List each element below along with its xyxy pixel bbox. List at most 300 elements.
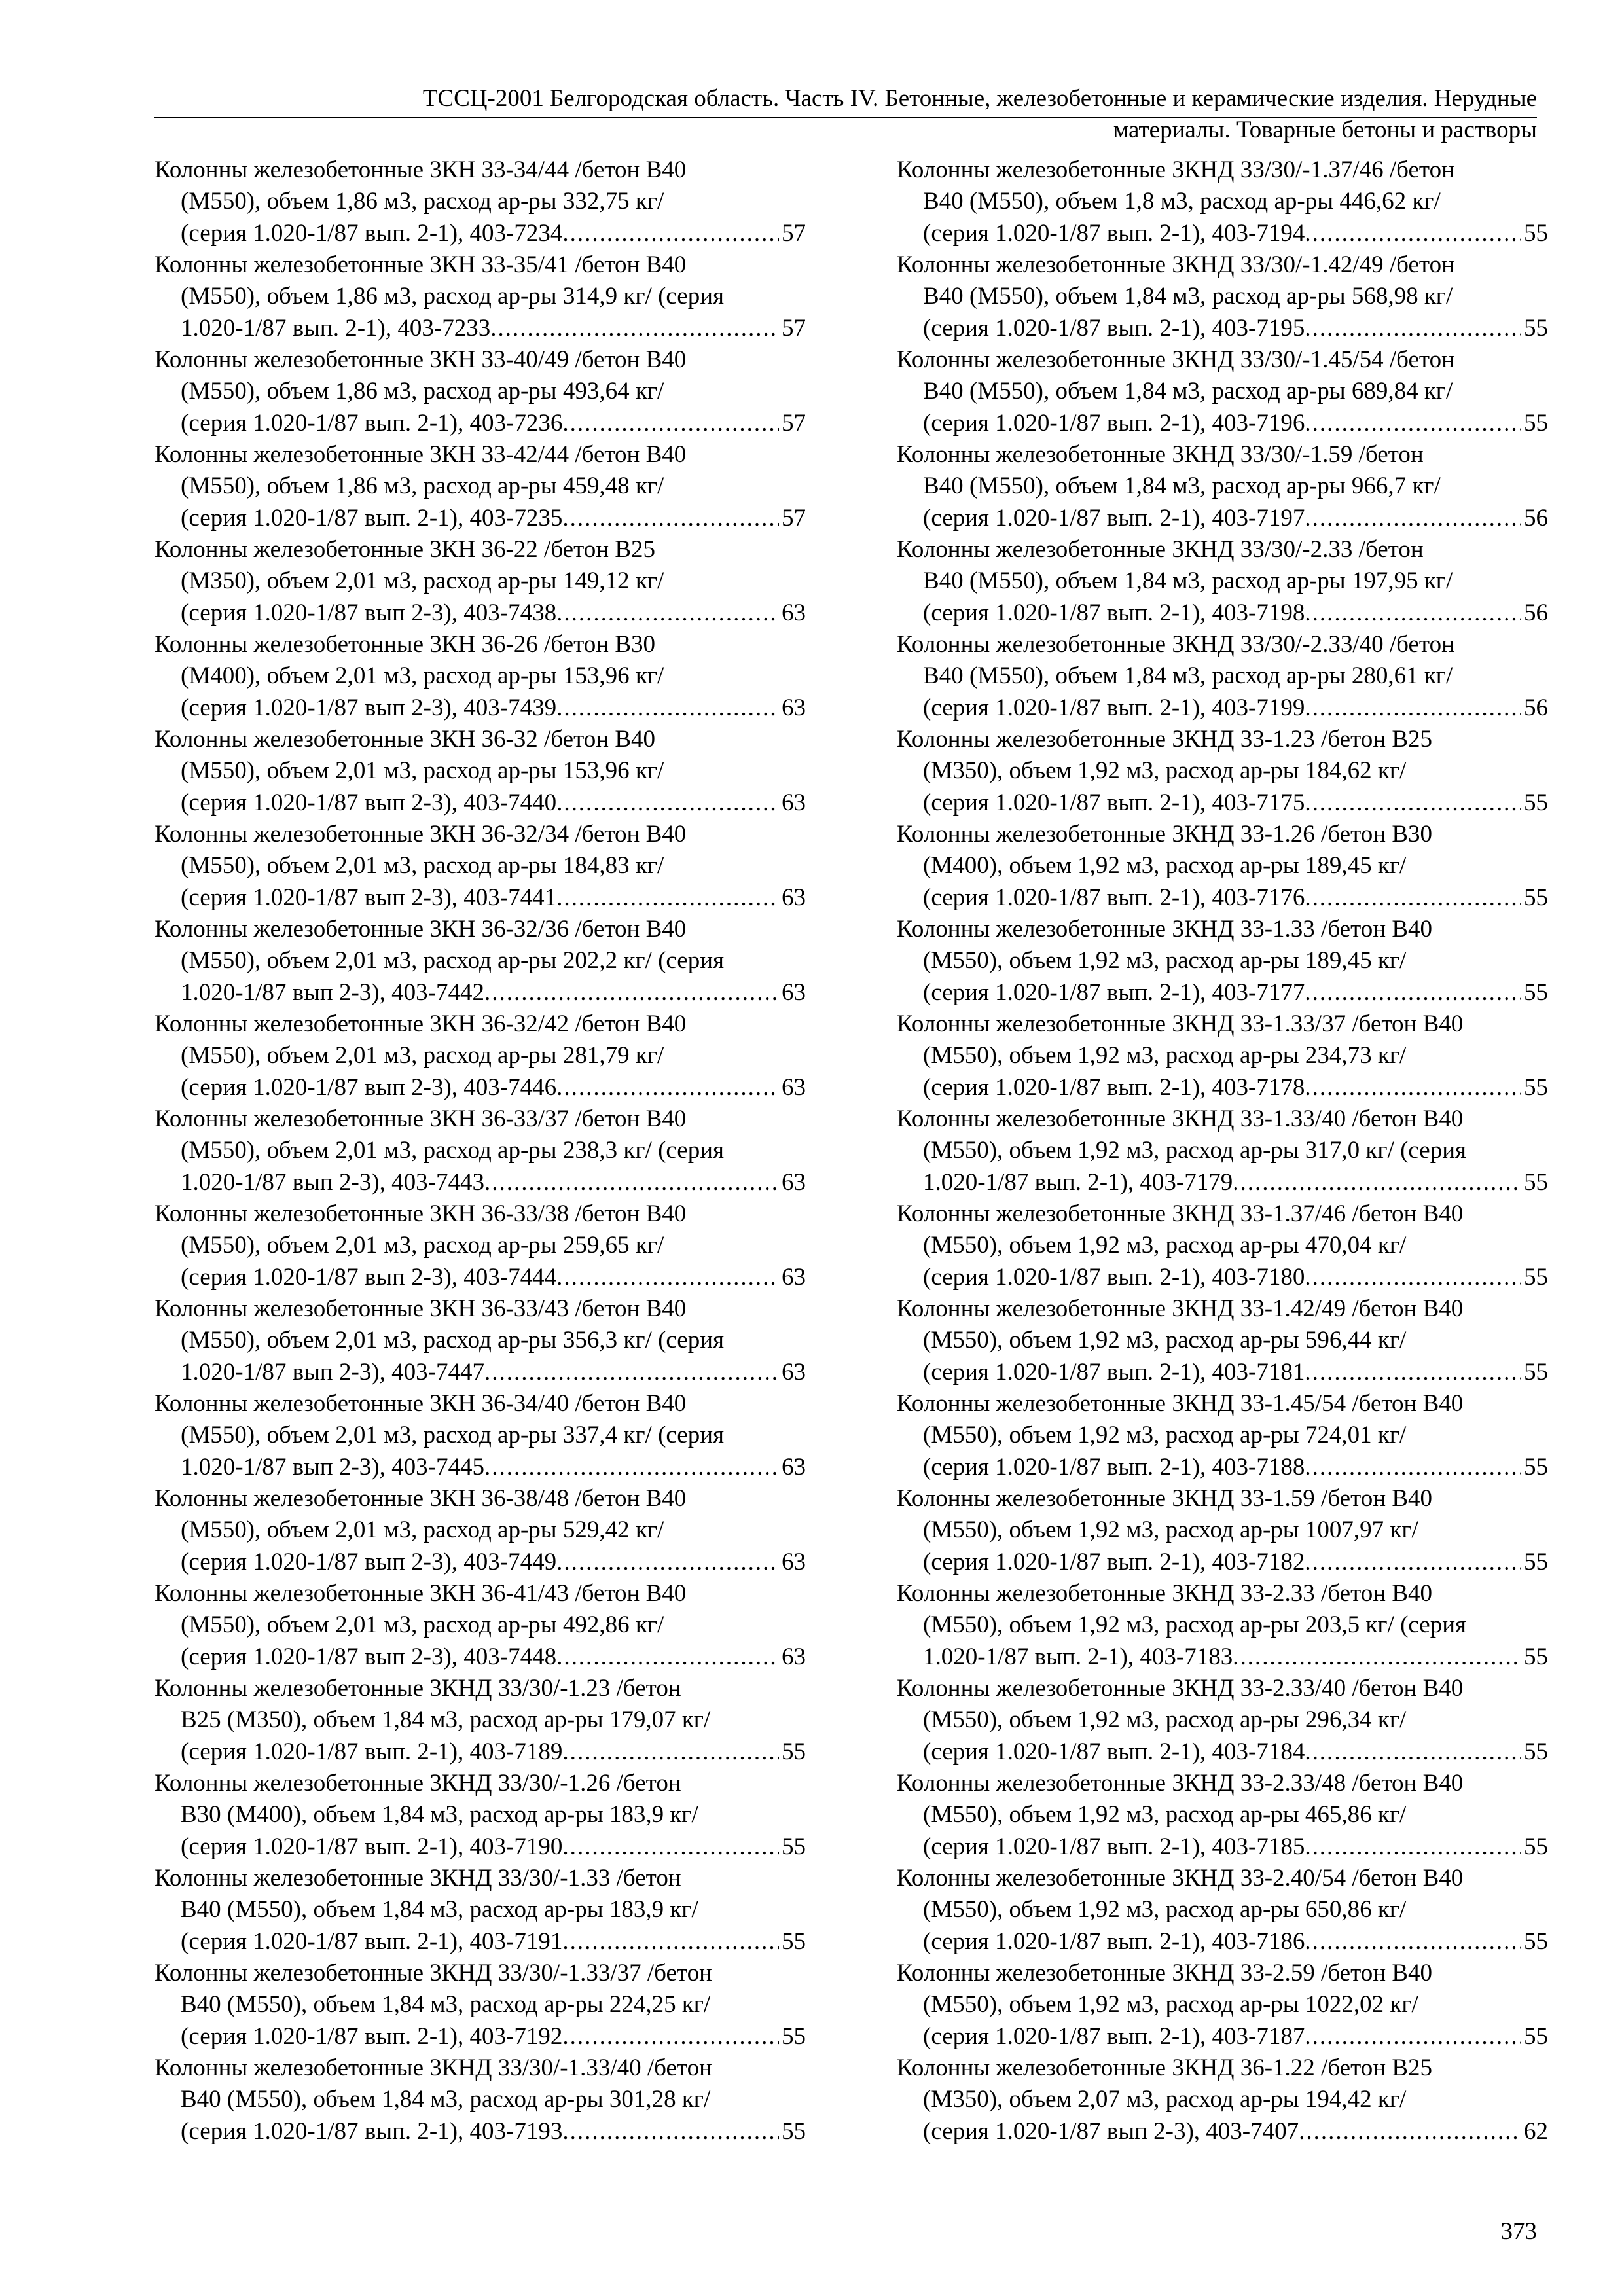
entry-page-number: 63 bbox=[782, 1453, 806, 1480]
entry-line-1: Колонны железобетонные 3КНД 33/30/-1.26 /бетон bbox=[154, 1770, 681, 1797]
entry-reference: (серия 1.020-1/87 вып. 2-1), 403-7196 bbox=[923, 409, 1305, 437]
entry-page-number: 55 bbox=[1524, 884, 1548, 911]
entry-page-number: 55 bbox=[782, 1738, 806, 1765]
index-entry bbox=[154, 1673, 806, 1768]
entry-page-number: 55 bbox=[1524, 789, 1548, 816]
entry-line-1: Колонны железобетонные 3КНД 33-1.37/46 /бетон В40 bbox=[897, 1200, 1464, 1227]
entry-line-2: В40 (М550), объем 1,84 м3, расход ар-ры 224,25 кг/ bbox=[181, 1991, 711, 2018]
index-entry bbox=[897, 1388, 1548, 1483]
entry-page-number: 55 bbox=[1524, 1643, 1548, 1670]
entry-line-1: Колонны железобетонные 3КНД 33/30/-1.37/46 /бетон bbox=[897, 156, 1454, 183]
entry-reference: (серия 1.020-1/87 вып. 2-1), 403-7235 bbox=[181, 504, 563, 531]
entry-reference: (серия 1.020-1/87 вып. 2-1), 403-7181 bbox=[923, 1358, 1305, 1386]
entry-reference: (серия 1.020-1/87 вып. 2-1), 403-7236 bbox=[181, 409, 563, 437]
entry-line-2: (М550), объем 1,86 м3, расход ар-ры 314,9 кг/ (серия bbox=[181, 283, 725, 310]
entry-line-1: Колонны железобетонные 3КНД 36-1.22 /бетон В25 bbox=[897, 2054, 1432, 2081]
index-entry bbox=[897, 1958, 1548, 2053]
entry-page-number: 55 bbox=[1524, 1073, 1548, 1101]
dot-leader bbox=[556, 598, 779, 629]
entry-line-1: Колонны железобетонные 3КН 36-33/38 /бетон В40 bbox=[154, 1200, 687, 1227]
entry-line-3 bbox=[154, 2116, 806, 2147]
entry-line-2: (М550), объем 1,86 м3, расход ар-ры 493,64 кг/ bbox=[181, 378, 664, 405]
entry-page-number: 63 bbox=[782, 1358, 806, 1386]
dot-leader bbox=[1305, 598, 1521, 629]
entry-line-2: (М350), объем 2,01 м3, расход ар-ры 149,12 кг/ bbox=[181, 567, 664, 595]
entry-line-3 bbox=[897, 598, 1548, 629]
dot-leader bbox=[484, 1357, 779, 1388]
dot-leader bbox=[1305, 1831, 1521, 1863]
entry-line-3 bbox=[897, 1452, 1548, 1483]
entry-page-number: 55 bbox=[782, 1928, 806, 1955]
index-entry bbox=[897, 819, 1548, 914]
entry-reference: (серия 1.020-1/87 вып. 2-1), 403-7195 bbox=[923, 314, 1305, 342]
index-entry bbox=[154, 344, 806, 439]
entry-line-3 bbox=[897, 218, 1548, 249]
entry-line-3 bbox=[154, 1262, 806, 1293]
entry-line-1: Колонны железобетонные 3КН 36-38/48 /бетон В40 bbox=[154, 1485, 687, 1512]
entry-page-number: 63 bbox=[782, 884, 806, 911]
entry-line-3 bbox=[897, 1262, 1548, 1293]
entry-line-1: Колонны железобетонные 3КН 36-32/34 /бетон В40 bbox=[154, 821, 687, 848]
entry-line-3 bbox=[154, 1831, 806, 1863]
entry-reference: 1.020-1/87 вып. 2-1), 403-7183 bbox=[923, 1643, 1233, 1670]
dot-leader bbox=[562, 503, 779, 534]
entry-line-1: Колонны железобетонные 3КНД 33-1.45/54 /бетон В40 bbox=[897, 1390, 1464, 1417]
entry-line-3 bbox=[154, 692, 806, 724]
entry-page-number: 55 bbox=[1524, 1263, 1548, 1291]
entry-page-number: 56 bbox=[1524, 599, 1548, 626]
dot-leader bbox=[562, 218, 779, 249]
index-entry bbox=[154, 1958, 806, 2053]
entry-reference: (серия 1.020-1/87 вып 2-3), 403-7441 bbox=[181, 884, 557, 911]
entry-reference: (серия 1.020-1/87 вып. 2-1), 403-7185 bbox=[923, 1833, 1305, 1860]
entry-reference: (серия 1.020-1/87 вып. 2-1), 403-7186 bbox=[923, 1928, 1305, 1955]
dot-leader bbox=[1305, 313, 1521, 344]
dot-leader bbox=[1305, 1072, 1521, 1103]
entry-line-2: (М550), объем 1,86 м3, расход ар-ры 332,75 кг/ bbox=[181, 188, 664, 215]
index-entry bbox=[154, 1483, 806, 1578]
header-line-1: ТССЦ-2001 Белгородская область. Часть IV. Бетонные, железобетонные и керамические изделия. Нерудные bbox=[422, 85, 1537, 112]
entry-line-2: В40 (М550), объем 1,84 м3, расход ар-ры 568,98 кг/ bbox=[923, 283, 1453, 310]
dot-leader bbox=[562, 408, 779, 439]
entry-page-number: 63 bbox=[782, 1073, 806, 1101]
index-entry bbox=[154, 439, 806, 534]
entry-line-3 bbox=[154, 503, 806, 534]
entry-line-3 bbox=[897, 1736, 1548, 1768]
entry-line-1: Колонны железобетонные 3КН 33-40/49 /бетон В40 bbox=[154, 346, 687, 373]
entry-line-1: Колонны железобетонные 3КНД 33-1.42/49 /бетон В40 bbox=[897, 1295, 1464, 1322]
entry-reference: (серия 1.020-1/87 вып. 2-1), 403-7184 bbox=[923, 1738, 1305, 1765]
entry-reference: (серия 1.020-1/87 вып. 2-1), 403-7191 bbox=[181, 1928, 563, 1955]
entry-line-2: (М550), объем 2,01 м3, расход ар-ры 281,79 кг/ bbox=[181, 1042, 664, 1069]
entry-page-number: 63 bbox=[782, 1643, 806, 1670]
entry-line-1: Колонны железобетонные 3КНД 33/30/-1.33 /бетон bbox=[154, 1865, 681, 1892]
dot-leader bbox=[562, 1831, 779, 1863]
index-entry bbox=[154, 1293, 806, 1388]
entry-page-number: 63 bbox=[782, 1548, 806, 1575]
entry-page-number: 63 bbox=[782, 789, 806, 816]
dot-leader bbox=[484, 1167, 779, 1198]
dot-leader bbox=[1305, 1736, 1521, 1768]
entry-line-2: (М550), объем 1,92 м3, расход ар-ры 317,0 кг/ (серия bbox=[923, 1137, 1467, 1164]
entry-line-1: Колонны железобетонные 3КНД 33/30/-1.23 /бетон bbox=[154, 1675, 681, 1702]
dot-leader bbox=[490, 313, 779, 344]
dot-leader bbox=[1299, 2116, 1521, 2147]
entry-line-1: Колонны железобетонные 3КНД 33-1.59 /бетон В40 bbox=[897, 1485, 1432, 1512]
index-column-right bbox=[897, 154, 1548, 2147]
entry-page-number: 55 bbox=[1524, 1168, 1548, 1196]
index-entry bbox=[897, 439, 1548, 534]
entry-page-number: 57 bbox=[782, 219, 806, 247]
entry-page-number: 63 bbox=[782, 1263, 806, 1291]
page-number: 373 bbox=[1500, 2218, 1537, 2245]
entry-line-1: Колонны железобетонные 3КН 36-33/43 /бетон В40 bbox=[154, 1295, 687, 1322]
entry-line-1: Колонны железобетонные 3КНД 33/30/-1.33/40 /бетон bbox=[154, 2054, 712, 2081]
entry-page-number: 55 bbox=[1524, 2022, 1548, 2050]
dot-leader bbox=[556, 692, 779, 724]
entry-line-3 bbox=[897, 787, 1548, 819]
index-entry bbox=[897, 1009, 1548, 1103]
entry-line-2: (М550), объем 2,01 м3, расход ар-ры 337,4 кг/ (серия bbox=[181, 1422, 725, 1449]
entry-page-number: 63 bbox=[782, 694, 806, 721]
entry-reference: (серия 1.020-1/87 вып. 2-1), 403-7188 bbox=[923, 1453, 1305, 1480]
entry-line-1: Колонны железобетонные 3КНД 33/30/-2.33/40 /бетон bbox=[897, 631, 1454, 658]
dot-leader bbox=[562, 2021, 779, 2053]
entry-line-2: (М550), объем 1,92 м3, расход ар-ры 203,5 кг/ (серия bbox=[923, 1611, 1467, 1639]
entry-line-3 bbox=[897, 1167, 1548, 1198]
entry-line-3 bbox=[897, 1547, 1548, 1578]
dot-leader bbox=[556, 787, 779, 819]
entry-reference: 1.020-1/87 вып. 2-1), 403-7179 bbox=[923, 1168, 1233, 1196]
entry-line-1: Колонны железобетонные 3КНД 33-1.23 /бетон В25 bbox=[897, 726, 1432, 753]
entry-page-number: 55 bbox=[782, 2022, 806, 2050]
entry-line-3 bbox=[154, 1357, 806, 1388]
entry-line-3 bbox=[154, 787, 806, 819]
entry-line-2: (М400), объем 1,92 м3, расход ар-ры 189,45 кг/ bbox=[923, 852, 1407, 880]
entry-line-3 bbox=[154, 882, 806, 914]
dot-leader bbox=[484, 977, 779, 1009]
entry-line-2: (М550), объем 2,01 м3, расход ар-ры 492,86 кг/ bbox=[181, 1611, 664, 1639]
entry-line-1: Колонны железобетонные 3КН 36-32/36 /бетон В40 bbox=[154, 916, 687, 942]
index-entry bbox=[154, 1768, 806, 1863]
entry-line-2: (М550), объем 1,92 м3, расход ар-ры 234,73 кг/ bbox=[923, 1042, 1407, 1069]
index-entry bbox=[897, 1103, 1548, 1198]
entry-reference: 1.020-1/87 вып 2-3), 403-7443 bbox=[181, 1168, 484, 1196]
entry-line-3 bbox=[897, 977, 1548, 1009]
entry-reference: (серия 1.020-1/87 вып. 2-1), 403-7176 bbox=[923, 884, 1305, 911]
entry-line-3 bbox=[897, 1072, 1548, 1103]
entry-line-3 bbox=[154, 408, 806, 439]
dot-leader bbox=[1305, 408, 1521, 439]
index-entry bbox=[154, 154, 806, 249]
entry-reference: (серия 1.020-1/87 вып. 2-1), 403-7198 bbox=[923, 599, 1305, 626]
index-entry bbox=[897, 249, 1548, 344]
entry-line-3 bbox=[897, 1926, 1548, 1958]
dot-leader bbox=[562, 1736, 779, 1768]
index-entry bbox=[897, 1198, 1548, 1293]
entry-reference: (серия 1.020-1/87 вып 2-3), 403-7407 bbox=[923, 2117, 1299, 2145]
entry-line-3 bbox=[897, 2116, 1548, 2147]
entry-line-1: Колонны железобетонные 3КНД 33-2.33 /бетон В40 bbox=[897, 1580, 1432, 1607]
entry-page-number: 63 bbox=[782, 978, 806, 1006]
entry-reference: (серия 1.020-1/87 вып. 2-1), 403-7190 bbox=[181, 1833, 563, 1860]
entry-line-3 bbox=[154, 2021, 806, 2053]
entry-reference: (серия 1.020-1/87 вып. 2-1), 403-7180 bbox=[923, 1263, 1305, 1291]
entry-line-3 bbox=[154, 1072, 806, 1103]
entry-line-2: В30 (М400), объем 1,84 м3, расход ар-ры 183,9 кг/ bbox=[181, 1801, 698, 1829]
entry-page-number: 55 bbox=[1524, 1833, 1548, 1860]
entry-line-1: Колонны железобетонные 3КНД 33/30/-2.33 /бетон bbox=[897, 536, 1424, 563]
dot-leader bbox=[1305, 1262, 1521, 1293]
dot-leader bbox=[1305, 1547, 1521, 1578]
entry-line-1: Колонны железобетонные 3КНД 33/30/-1.59 /бетон bbox=[897, 441, 1424, 468]
entry-line-2: В40 (М550), объем 1,84 м3, расход ар-ры 966,7 кг/ bbox=[923, 473, 1441, 500]
entry-page-number: 57 bbox=[782, 314, 806, 342]
dot-leader bbox=[556, 1641, 779, 1673]
dot-leader bbox=[1305, 787, 1521, 819]
dot-leader bbox=[1305, 977, 1521, 1009]
entry-reference: (серия 1.020-1/87 вып. 2-1), 403-7234 bbox=[181, 219, 563, 247]
entry-line-1: Колонны железобетонные 3КНД 33-1.33/40 /бетон В40 bbox=[897, 1105, 1464, 1132]
header-line-2: материалы. Товарные бетоны и растворы bbox=[1113, 117, 1537, 143]
entry-line-3 bbox=[897, 2021, 1548, 2053]
entry-line-1: Колонны железобетонные 3КНД 33-2.40/54 /бетон В40 bbox=[897, 1865, 1464, 1892]
entry-line-3 bbox=[897, 882, 1548, 914]
entry-line-1: Колонны железобетонные 3КНД 33-1.33 /бетон В40 bbox=[897, 916, 1432, 942]
entry-line-1: Колонны железобетонные 3КН 36-22 /бетон В25 bbox=[154, 536, 656, 563]
entry-page-number: 63 bbox=[782, 599, 806, 626]
entry-page-number: 57 bbox=[782, 409, 806, 437]
entry-reference: (серия 1.020-1/87 вып 2-3), 403-7444 bbox=[181, 1263, 557, 1291]
entry-reference: (серия 1.020-1/87 вып. 2-1), 403-7197 bbox=[923, 504, 1305, 531]
entry-line-1: Колонны железобетонные 3КН 36-26 /бетон В30 bbox=[154, 631, 656, 658]
index-entry bbox=[897, 1293, 1548, 1388]
entry-page-number: 55 bbox=[1524, 314, 1548, 342]
entry-line-2: (М350), объем 2,07 м3, расход ар-ры 194,42 кг/ bbox=[923, 2086, 1407, 2113]
entry-page-number: 56 bbox=[1524, 504, 1548, 531]
entry-line-1: Колонны железобетонные 3КНД 33/30/-1.42/49 /бетон bbox=[897, 251, 1454, 278]
entry-line-1: Колонны железобетонные 3КН 36-34/40 /бетон В40 bbox=[154, 1390, 687, 1417]
entry-line-3 bbox=[897, 1641, 1548, 1673]
entry-line-3 bbox=[154, 977, 806, 1009]
entry-line-2: (М550), объем 1,86 м3, расход ар-ры 459,48 кг/ bbox=[181, 473, 664, 500]
entry-reference: (серия 1.020-1/87 вып. 2-1), 403-7182 bbox=[923, 1548, 1305, 1575]
entry-line-1: Колонны железобетонные 3КНД 33-2.33/48 /бетон В40 bbox=[897, 1770, 1464, 1797]
entry-line-2: В40 (М550), объем 1,8 м3, расход ар-ры 446,62 кг/ bbox=[923, 188, 1441, 215]
entry-line-1: Колонны железобетонные 3КНД 33-1.33/37 /бетон В40 bbox=[897, 1011, 1464, 1037]
dot-leader bbox=[1233, 1641, 1521, 1673]
entry-line-1: Колонны железобетонные 3КН 33-42/44 /бетон В40 bbox=[154, 441, 687, 468]
index-entry bbox=[897, 1578, 1548, 1673]
entry-page-number: 55 bbox=[1524, 1738, 1548, 1765]
entry-page-number: 55 bbox=[782, 2117, 806, 2145]
entry-line-3 bbox=[897, 313, 1548, 344]
entry-line-2: (М550), объем 1,92 м3, расход ар-ры 650,86 кг/ bbox=[923, 1896, 1407, 1924]
entry-reference: (серия 1.020-1/87 вып 2-3), 403-7449 bbox=[181, 1548, 557, 1575]
dot-leader bbox=[1305, 1357, 1521, 1388]
index-entry bbox=[897, 1483, 1548, 1578]
index-entry bbox=[154, 1198, 806, 1293]
dot-leader bbox=[1305, 218, 1521, 249]
index-entry bbox=[154, 1103, 806, 1198]
index-entry bbox=[154, 819, 806, 914]
entry-line-2: (М550), объем 1,92 м3, расход ар-ры 596,44 кг/ bbox=[923, 1327, 1407, 1354]
entry-reference: (серия 1.020-1/87 вып. 2-1), 403-7177 bbox=[923, 978, 1305, 1006]
index-entry bbox=[154, 1009, 806, 1103]
entry-line-2: (М400), объем 2,01 м3, расход ар-ры 153,96 кг/ bbox=[181, 662, 664, 690]
dot-leader bbox=[556, 1072, 779, 1103]
index-entry bbox=[897, 1673, 1548, 1768]
entry-line-2: В40 (М550), объем 1,84 м3, расход ар-ры 197,95 кг/ bbox=[923, 567, 1453, 595]
dot-leader bbox=[1233, 1167, 1521, 1198]
entry-line-2: В40 (М550), объем 1,84 м3, расход ар-ры 689,84 кг/ bbox=[923, 378, 1453, 405]
entry-line-3 bbox=[154, 1452, 806, 1483]
index-entry bbox=[897, 1768, 1548, 1863]
entry-line-2: В25 (М350), объем 1,84 м3, расход ар-ры 179,07 кг/ bbox=[181, 1706, 711, 1734]
entry-line-1: Колонны железобетонные 3КН 36-32 /бетон В40 bbox=[154, 726, 656, 753]
entry-line-1: Колонны железобетонные 3КНД 33-2.59 /бетон В40 bbox=[897, 1960, 1432, 1986]
index-entry bbox=[897, 534, 1548, 629]
dot-leader bbox=[556, 882, 779, 914]
dot-leader bbox=[1305, 692, 1521, 724]
entry-page-number: 55 bbox=[1524, 1453, 1548, 1480]
entry-line-3 bbox=[154, 313, 806, 344]
entry-line-2: (М550), объем 2,01 м3, расход ар-ры 153,96 кг/ bbox=[181, 757, 664, 785]
index-entry bbox=[897, 629, 1548, 724]
index-entry bbox=[897, 1863, 1548, 1958]
entry-line-1: Колонны железобетонные 3КН 36-33/37 /бетон В40 bbox=[154, 1105, 687, 1132]
entry-page-number: 62 bbox=[1524, 2117, 1548, 2145]
index-entry bbox=[897, 2053, 1548, 2147]
entry-page-number: 55 bbox=[782, 1833, 806, 1860]
dot-leader bbox=[1305, 1926, 1521, 1958]
entry-line-3 bbox=[154, 1736, 806, 1768]
index-entry bbox=[154, 534, 806, 629]
entry-line-3 bbox=[897, 1831, 1548, 1863]
entry-reference: (серия 1.020-1/87 вып. 2-1), 403-7187 bbox=[923, 2022, 1305, 2050]
entry-reference: (серия 1.020-1/87 вып. 2-1), 403-7178 bbox=[923, 1073, 1305, 1101]
entry-reference: 1.020-1/87 вып. 2-1), 403-7233 bbox=[181, 314, 491, 342]
running-header-continued bbox=[154, 115, 1537, 145]
entry-line-3 bbox=[154, 218, 806, 249]
dot-leader bbox=[562, 1926, 779, 1958]
entry-line-2: (М550), объем 1,92 м3, расход ар-ры 1022,02 кг/ bbox=[923, 1991, 1418, 2018]
index-entry bbox=[154, 724, 806, 819]
entry-line-3 bbox=[897, 692, 1548, 724]
entry-line-2: (М550), объем 1,92 м3, расход ар-ры 296,34 кг/ bbox=[923, 1706, 1407, 1734]
entry-reference: (серия 1.020-1/87 вып. 2-1), 403-7192 bbox=[181, 2022, 563, 2050]
entry-reference: (серия 1.020-1/87 вып. 2-1), 403-7199 bbox=[923, 694, 1305, 721]
entry-line-2: (М550), объем 2,01 м3, расход ар-ры 356,3 кг/ (серия bbox=[181, 1327, 725, 1354]
entry-line-2: (М550), объем 2,01 м3, расход ар-ры 184,83 кг/ bbox=[181, 852, 664, 880]
entry-line-2: (М350), объем 1,92 м3, расход ар-ры 184,62 кг/ bbox=[923, 757, 1407, 785]
index-entry bbox=[897, 724, 1548, 819]
index-entry bbox=[154, 1388, 806, 1483]
dot-leader bbox=[562, 2116, 779, 2147]
entry-reference: (серия 1.020-1/87 вып 2-3), 403-7438 bbox=[181, 599, 557, 626]
entry-page-number: 55 bbox=[1524, 219, 1548, 247]
entry-line-3 bbox=[897, 1357, 1548, 1388]
index-column-left bbox=[154, 154, 806, 2147]
index-entry bbox=[154, 1863, 806, 1958]
index-entry bbox=[154, 914, 806, 1009]
index-entry bbox=[897, 344, 1548, 439]
entry-page-number: 55 bbox=[1524, 1928, 1548, 1955]
entry-line-1: Колонны железобетонные 3КНД 33-1.26 /бетон В30 bbox=[897, 821, 1432, 848]
entry-reference: (серия 1.020-1/87 вып. 2-1), 403-7193 bbox=[181, 2117, 563, 2145]
entry-line-1: Колонны железобетонные 3КНД 33-2.33/40 /бетон В40 bbox=[897, 1675, 1464, 1702]
entry-reference: 1.020-1/87 вып 2-3), 403-7445 bbox=[181, 1453, 484, 1480]
entry-line-3 bbox=[154, 1167, 806, 1198]
index-entry bbox=[154, 2053, 806, 2147]
entry-line-3 bbox=[154, 1926, 806, 1958]
entry-page-number: 56 bbox=[1524, 694, 1548, 721]
entry-reference: 1.020-1/87 вып 2-3), 403-7447 bbox=[181, 1358, 484, 1386]
index-entry bbox=[154, 1578, 806, 1673]
entry-line-2: (М550), объем 2,01 м3, расход ар-ры 259,65 кг/ bbox=[181, 1232, 664, 1259]
index-entry bbox=[154, 249, 806, 344]
entry-line-1: Колонны железобетонные 3КНД 33/30/-1.45/54 /бетон bbox=[897, 346, 1454, 373]
entry-line-1: Колонны железобетонные 3КНД 33/30/-1.33/37 /бетон bbox=[154, 1960, 712, 1986]
entry-reference: (серия 1.020-1/87 вып 2-3), 403-7446 bbox=[181, 1073, 557, 1101]
entry-page-number: 63 bbox=[782, 1168, 806, 1196]
entry-line-2: (М550), объем 1,92 м3, расход ар-ры 189,45 кг/ bbox=[923, 947, 1407, 975]
entry-line-2: (М550), объем 2,01 м3, расход ар-ры 529,42 кг/ bbox=[181, 1516, 664, 1544]
entry-line-2: (М550), объем 2,01 м3, расход ар-ры 202,2 кг/ (серия bbox=[181, 947, 725, 975]
entry-reference: (серия 1.020-1/87 вып. 2-1), 403-7189 bbox=[181, 1738, 563, 1765]
entry-page-number: 55 bbox=[1524, 1548, 1548, 1575]
entry-line-2: (М550), объем 1,92 м3, расход ар-ры 1007,97 кг/ bbox=[923, 1516, 1418, 1544]
entry-page-number: 55 bbox=[1524, 978, 1548, 1006]
entry-page-number: 55 bbox=[1524, 409, 1548, 437]
entry-line-3 bbox=[897, 503, 1548, 534]
entry-line-2: В40 (М550), объем 1,84 м3, расход ар-ры 301,28 кг/ bbox=[181, 2086, 711, 2113]
dot-leader bbox=[1305, 1452, 1521, 1483]
entry-line-1: Колонны железобетонные 3КН 36-41/43 /бетон В40 bbox=[154, 1580, 687, 1607]
entry-reference: (серия 1.020-1/87 вып. 2-1), 403-7175 bbox=[923, 789, 1305, 816]
entry-line-1: Колонны железобетонные 3КН 33-35/41 /бетон В40 bbox=[154, 251, 687, 278]
index-entry bbox=[897, 914, 1548, 1009]
entry-reference: 1.020-1/87 вып 2-3), 403-7442 bbox=[181, 978, 484, 1006]
entry-line-1: Колонны железобетонные 3КН 36-32/42 /бетон В40 bbox=[154, 1011, 687, 1037]
entry-page-number: 55 bbox=[1524, 1358, 1548, 1386]
index-entry bbox=[154, 629, 806, 724]
dot-leader bbox=[1305, 882, 1521, 914]
entry-reference: (серия 1.020-1/87 вып 2-3), 403-7448 bbox=[181, 1643, 557, 1670]
entry-line-3 bbox=[154, 1547, 806, 1578]
dot-leader bbox=[556, 1262, 779, 1293]
entry-line-3 bbox=[154, 598, 806, 629]
entry-reference: (серия 1.020-1/87 вып 2-3), 403-7439 bbox=[181, 694, 557, 721]
dot-leader bbox=[1305, 503, 1521, 534]
entry-line-3 bbox=[897, 408, 1548, 439]
entry-line-2: (М550), объем 1,92 м3, расход ар-ры 724,01 кг/ bbox=[923, 1422, 1407, 1449]
entry-line-2: (М550), объем 1,92 м3, расход ар-ры 470,04 кг/ bbox=[923, 1232, 1407, 1259]
entry-line-2: В40 (М550), объем 1,84 м3, расход ар-ры 183,9 кг/ bbox=[181, 1896, 698, 1924]
dot-leader bbox=[484, 1452, 779, 1483]
entry-line-2: В40 (М550), объем 1,84 м3, расход ар-ры 280,61 кг/ bbox=[923, 662, 1453, 690]
entry-line-1: Колонны железобетонные 3КН 33-34/44 /бетон В40 bbox=[154, 156, 687, 183]
dot-leader bbox=[1305, 2021, 1521, 2053]
dot-leader bbox=[556, 1547, 779, 1578]
entry-line-3 bbox=[154, 1641, 806, 1673]
entry-reference: (серия 1.020-1/87 вып. 2-1), 403-7194 bbox=[923, 219, 1305, 247]
entry-page-number: 57 bbox=[782, 504, 806, 531]
running-header bbox=[154, 84, 1537, 114]
entry-line-2: (М550), объем 1,92 м3, расход ар-ры 465,86 кг/ bbox=[923, 1801, 1407, 1829]
entry-reference: (серия 1.020-1/87 вып 2-3), 403-7440 bbox=[181, 789, 557, 816]
index-entry bbox=[897, 154, 1548, 249]
